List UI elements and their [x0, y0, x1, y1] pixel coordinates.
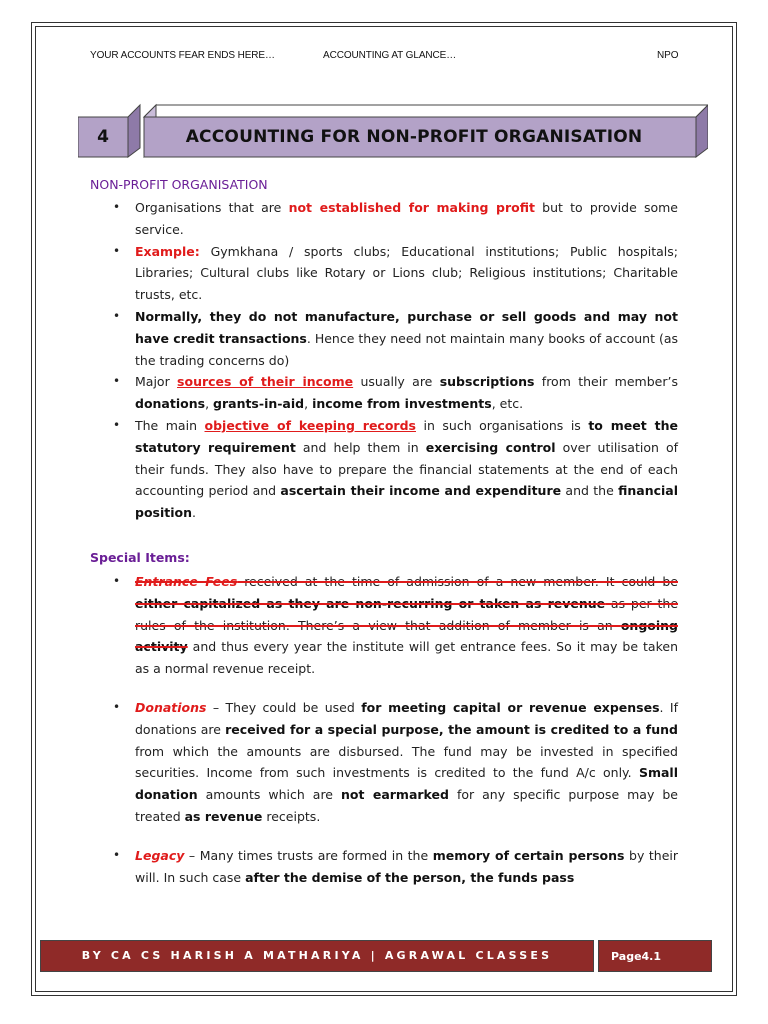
page-footer: [40, 940, 712, 972]
bullet-icon: •: [113, 243, 121, 258]
chapter-number: 4: [97, 127, 109, 147]
page-number: [598, 940, 712, 972]
bullet-icon: •: [113, 847, 121, 862]
list-item: • Example: Gymkhana / sports clubs; Educational institutions; Public hospitals; Libraries; Cultural clubs like Rotary or Lions club; Religious institutions; Charitable trusts, etc.: [113, 241, 678, 306]
section-heading-npo: NON-PROFIT ORGANISATION: [90, 177, 268, 192]
list-item: • Legacy – Many times trusts are formed in the memory of certain persons by their will. In such case after the demise of the person, the funds pass: [113, 845, 678, 889]
running-head-right: NPO: [657, 50, 679, 61]
list-item: • The main objective of keeping records in such organisations is to meet the statutory requirement and help them in exercising control over utilisation of their funds. They also have to prepare the financial statements at the end of each accounting period and ascertain their income and expenditure and the financial position.: [113, 415, 678, 524]
page-number-label: Page4.1: [611, 950, 662, 963]
list-item: • Entrance Fees received at the time of admission of a new member. It could be either capitalized as they are non-recurring or taken as revenue as per the rules of the institution. There’s a view that addition of member is an ongoing activity and thus every year the institute will get entrance fees. So it may be taken as a normal revenue receipt.: [113, 571, 678, 680]
footer-author-text: BY CA CS HARISH A MATHARIYA | AGRAWAL CLASSES: [81, 949, 553, 962]
npo-bullet-list: [113, 197, 678, 524]
list-item: • Donations – They could be used for meeting capital or revenue expenses. If donations are received for a special purpose, the amount is credited to a fund from which the amounts are disbursed. The fund may be invested in specified securities. Income from such investments is credited to the fund A/c only. Small donation amounts which are not earmarked for any specific purpose may be treated as revenue receipts.: [113, 697, 678, 828]
special-items-list: [113, 571, 678, 888]
section-heading-special-items: Special Items:: [90, 550, 190, 565]
running-head-center: ACCOUNTING AT GLANCE…: [323, 50, 457, 61]
running-head-left: YOUR ACCOUNTS FEAR ENDS HERE…: [90, 50, 275, 61]
list-item: • Organisations that are not established for making profit but to provide some service.: [113, 197, 678, 241]
list-item: • Normally, they do not manufacture, purchase or sell goods and may not have credit transactions. Hence they need not maintain many books of account (as the trading concerns do): [113, 306, 678, 371]
bullet-icon: •: [113, 699, 121, 714]
bullet-icon: •: [113, 574, 121, 588]
chapter-title: ACCOUNTING FOR NON-PROFIT ORGANISATION: [185, 127, 643, 147]
bullet-icon: •: [113, 200, 121, 214]
bullet-icon: •: [113, 417, 121, 432]
bullet-icon: •: [113, 374, 121, 389]
list-item: • Major sources of their income usually are subscriptions from their member’s donations, grants-in-aid, income from investments, etc.: [113, 371, 678, 415]
bullet-icon: •: [113, 308, 121, 323]
